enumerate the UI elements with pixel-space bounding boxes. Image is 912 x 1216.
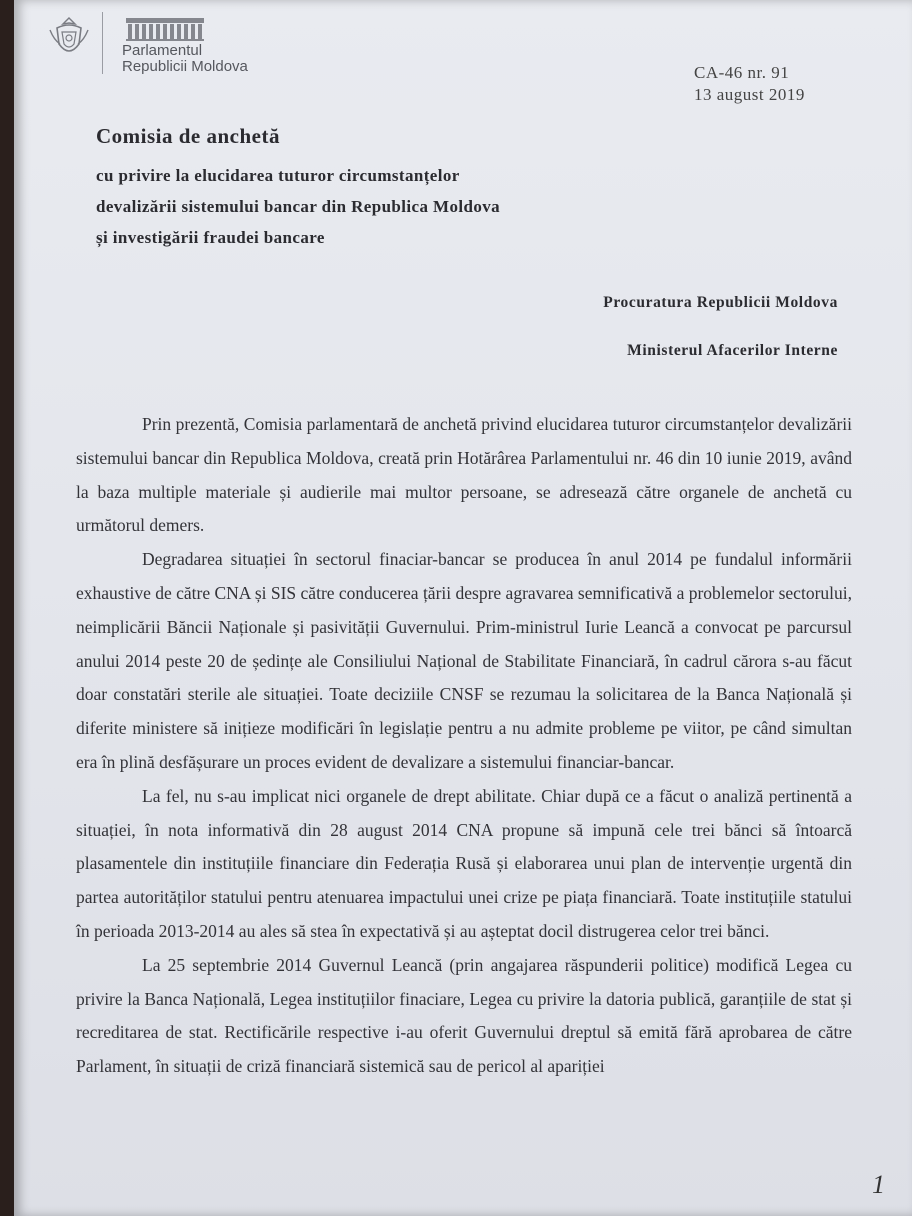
paragraph: Degradarea situației în sectorul finaciar-bancar se producea în anul 2014 pe fundalul informării exhaustive de către CNA și SIS către conducerea țării despre agravarea semnificativă a problemelor sectorului, neimplicării Băncii Naționale și pasivității Guvernului. Prim-ministrul Iurie Leancă a convocat pe parcursul anului 2014 peste 20 de ședințe ale Consiliului Național de Stabilitate Financiară, în cadrul cărora s-au făcut doar constatări sterile ale situației. Toate deciziile CNSF se rezumau la solicitarea de la Banca Națională și diferite ministere să inițieze modificări în legislație pentru a nu admite probleme pe viitor, pe când simultan era în plină desfășurare un proces evident de devalizare a sistemului financiar-bancar. bbox=[76, 549, 852, 772]
commission-subtitle: cu privire la elucidarea tuturor circumstanțelor devalizării sistemului bancar din Republica Moldova și investigării fraudei bancare bbox=[96, 166, 501, 247]
paragraph: La 25 septembrie 2014 Guvernul Leancă (prin angajarea răspunderii politice) modifică Legea cu privire la Banca Națională, Legea instituțiilor finaciare, Legea cu privire la datoria publică, garanțiile de stat și recreditarea de stat. Rectificările respective i-au oferit Guvernului dreptul să emită fără aprobarea de către Parlament, în situații de criză financiară sistemică sau de pericol al apariției bbox=[76, 954, 852, 1077]
parliament-name: Parlamentul Republicii Moldova bbox=[122, 42, 248, 75]
document-page bbox=[14, 0, 912, 1216]
letter-body bbox=[76, 408, 852, 1084]
reference-date: 13 august 2019 bbox=[694, 85, 805, 104]
parliament-building-icon bbox=[124, 16, 206, 42]
paragraph: La fel, nu s-au implicat nici organele de drept abilitate. Chiar după ce a făcut o analiză pertinentă a situației, în nota informativă din 28 august 2014 CNA propune să impună cele trei bănci să întoarcă plasamentele din instituțiile financiare din Federația Rusă și elaborarea unui plan de intervenție urgentă din partea autorităților statului pentru atenuarea impactului unei crize pe piața financiară. Toate instituțiile statului în perioada 2013-2014 au ales să stea în expectativă și au așteptat docil distrugerea celor trei bănci. bbox=[76, 785, 852, 941]
coat-of-arms-icon bbox=[48, 14, 90, 62]
recipient-prosecutor: Procuratura Republicii Moldova bbox=[603, 294, 838, 311]
paragraph: Prin prezentă, Comisia parlamentară de anchetă privind elucidarea tuturor circumstanțelor devalizării sistemului bancar din Republica Moldova, creată prin Hotărârea Parlamentului nr. 46 din 10 iunie 2019, având la baza multiple materiale și audierile mai multor persoane, se adresează către organele de anchetă cu următorul demers. bbox=[76, 414, 852, 536]
recipients-block bbox=[603, 294, 838, 390]
reference-number: CA-46 nr. 91 bbox=[694, 63, 790, 82]
page-number: 1 bbox=[872, 1170, 885, 1199]
document-reference bbox=[694, 62, 805, 106]
logo-divider bbox=[102, 12, 103, 74]
recipient-ministry: Ministerul Afacerilor Interne bbox=[627, 342, 838, 359]
commission-title: Comisia de anchetă bbox=[96, 124, 280, 148]
